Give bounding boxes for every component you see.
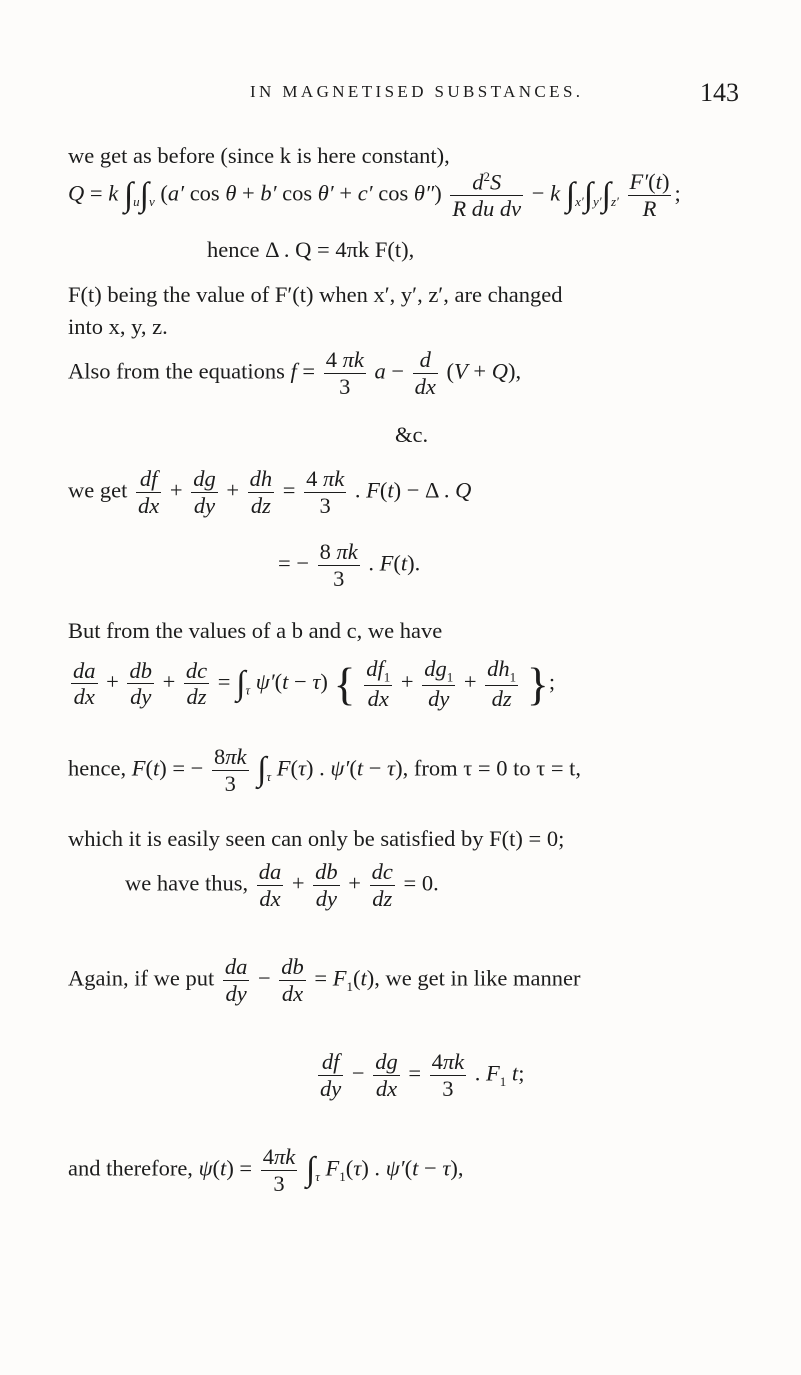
text-line: we get bbox=[68, 477, 128, 503]
text-line: into x, y, z. bbox=[68, 314, 168, 339]
equation-thus: we have thus, $\frac{da}{dx}$ + $\frac{db}{dy}$ + $\frac{dc}{dz}$ = 0. bbox=[125, 859, 439, 911]
page-number: 143 bbox=[700, 78, 739, 107]
text-line: hence, bbox=[68, 755, 127, 781]
equation-f: Also from the equations f = $\frac{4 \pi k}{3}$ a − $\frac{d}{dx}$ (V + Q), bbox=[68, 347, 522, 399]
text-line: we get in like manner bbox=[385, 965, 581, 991]
text-line: But from the values of a b and c, we have bbox=[68, 618, 443, 643]
equation-q: Q = k $\int_u\int_v$ (a′ cos θ + b′ cos θ′ + c′ cos θ″) $\frac{d^2S}{\text{R du dv}}$ − k $\int_{x'}\int_{y'}\int_{z'}$ $\frac{F'(t)}{R}$ ; bbox=[68, 169, 681, 222]
equation-therefore: and therefore, ψ(t) = $\frac{4\pi k}{3}$ $\int_\tau$ $F_1(\tau)$ . ψ′(t − τ), bbox=[68, 1144, 464, 1196]
running-head: IN MAGNETISED SUBSTANCES. bbox=[250, 82, 584, 101]
text-line: Again, if we put bbox=[68, 965, 215, 991]
text-line: Also from the equations bbox=[68, 358, 285, 384]
equation-div-f: we get $\frac{df}{dx}$ + $\frac{dg}{dy}$ + $\frac{dh}{dz}$ = $\frac{4 \pi k}{3}$ . F(t) − Δ . Q bbox=[68, 466, 472, 518]
text-line: &c. bbox=[395, 422, 429, 447]
text-line: hence Δ . Q = 4πk F(t), bbox=[207, 237, 415, 262]
equation-hence: hence, F(t) = − $\frac{8\pi k}{3}$ $\int_\tau$ F(τ) . ψ′(t − τ), from τ = 0 to τ = t, bbox=[68, 744, 582, 796]
equation-div-a: $\frac{da}{dx}$ + $\frac{db}{dy}$ + $\frac{dc}{dz}$ = $\int_\tau$ ψ′(t − τ) { $\frac{df_1}{dx}$ + $\frac{dg_1}{dy}$ + $\frac{dh_1}{dz}$ }; bbox=[73, 656, 556, 712]
text-line: and therefore, bbox=[68, 1155, 193, 1181]
text-line: we get as before (since k is here constant), bbox=[68, 143, 450, 168]
equation-curl: $\frac{df}{dy}$ − $\frac{dg}{dx}$ = $\frac{4\pi k}{3}$ . $F_1$ t; bbox=[320, 1049, 525, 1101]
text-line: we have thus, bbox=[125, 870, 249, 896]
text-line: from τ = 0 to τ = t, bbox=[413, 755, 582, 781]
equation-result: = − $\frac{8 \pi k}{3}$ . F(t). bbox=[278, 539, 421, 591]
page-header bbox=[0, 78, 801, 108]
text-line: F(t) being the value of F′(t) when x′, y′, z′, are changed bbox=[68, 282, 563, 307]
text-line: which it is easily seen can only be satisfied by F(t) = 0; bbox=[68, 826, 565, 851]
equation-again: Again, if we put $\frac{da}{dy}$ − $\frac{db}{dx}$ = $F_1(t)$, we get in like manner bbox=[68, 954, 581, 1006]
